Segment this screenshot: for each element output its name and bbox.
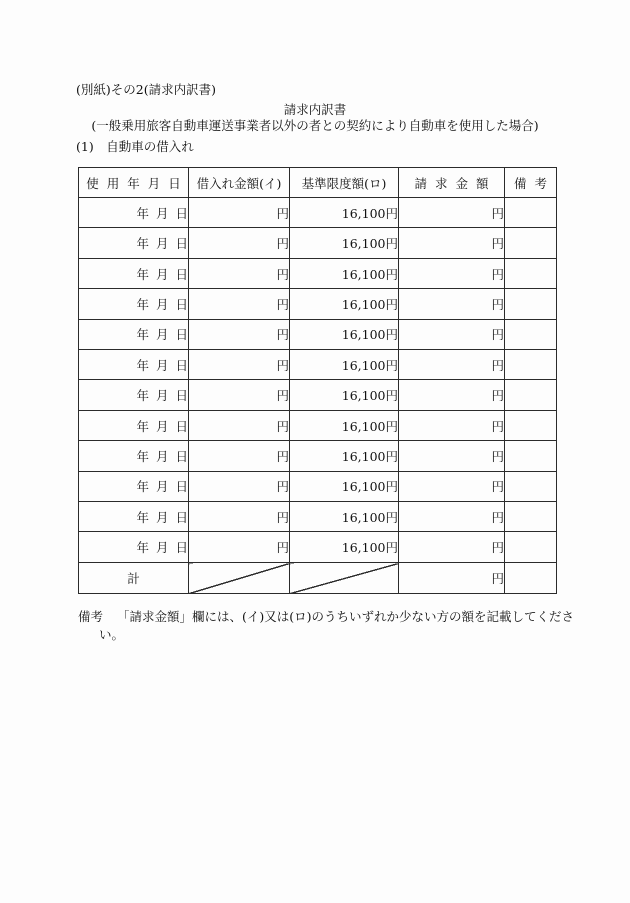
- borrow-amount-cell: 円: [189, 532, 290, 563]
- total-claim-amount-cell: 円: [399, 563, 505, 594]
- limit-amount-cell: 16,100円: [290, 410, 399, 440]
- table-row: [79, 410, 557, 440]
- remarks-cell: [505, 410, 557, 440]
- date-cell: 年 月 日: [79, 410, 189, 440]
- claim-amount-cell: 円: [399, 198, 505, 228]
- date-cell: 年 月 日: [79, 350, 189, 380]
- footnote-label: 備考: [78, 609, 104, 624]
- claim-amount-cell: 円: [399, 350, 505, 380]
- limit-amount-cell: 16,100円: [290, 228, 399, 258]
- remarks-cell: [505, 441, 557, 471]
- limit-amount-cell: 16,100円: [290, 532, 399, 563]
- date-cell: 年 月 日: [79, 289, 189, 319]
- date-cell: 年 月 日: [79, 441, 189, 471]
- borrow-amount-cell: 円: [189, 198, 290, 228]
- total-borrow-diagonal-cell: [189, 563, 290, 594]
- date-cell: 年 月 日: [79, 228, 189, 258]
- footnote-line1-text: 「請求金額」欄には、(イ)又は(ロ)のうちいずれか少ない方の額を記載してくださ: [117, 609, 575, 624]
- limit-amount-cell: 16,100円: [290, 380, 399, 410]
- remarks-cell: [505, 198, 557, 228]
- total-label-cell: 計: [79, 563, 189, 594]
- borrow-amount-cell: 円: [189, 289, 290, 319]
- claim-amount-cell: 円: [399, 410, 505, 440]
- table-header-row: [79, 168, 557, 198]
- table-row: [79, 502, 557, 532]
- table-row: [79, 380, 557, 410]
- claim-amount-cell: 円: [399, 502, 505, 532]
- borrow-amount-cell: 円: [189, 350, 290, 380]
- table-row: [79, 350, 557, 380]
- claim-amount-cell: 円: [399, 289, 505, 319]
- claim-amount-cell: 円: [399, 380, 505, 410]
- date-cell: 年 月 日: [79, 532, 189, 563]
- limit-amount-cell: 16,100円: [290, 471, 399, 501]
- borrow-amount-cell: 円: [189, 228, 290, 258]
- header-claim-amount: 請 求 金 額: [399, 168, 505, 198]
- remarks-cell: [505, 258, 557, 288]
- table-row: [79, 198, 557, 228]
- remarks-cell: [505, 380, 557, 410]
- remarks-cell: [505, 502, 557, 532]
- date-cell: 年 月 日: [79, 198, 189, 228]
- corner-note: (別紙)その2(請求内訳書): [76, 82, 216, 97]
- total-row: [79, 563, 557, 594]
- borrow-amount-cell: 円: [189, 380, 290, 410]
- table-row: [79, 258, 557, 288]
- limit-amount-cell: 16,100円: [290, 502, 399, 532]
- footnote: [78, 607, 574, 625]
- table-body: [79, 198, 557, 563]
- limit-amount-cell: 16,100円: [290, 441, 399, 471]
- limit-amount-cell: 16,100円: [290, 319, 399, 349]
- table-row: [79, 471, 557, 501]
- claim-amount-cell: 円: [399, 532, 505, 563]
- header-limit-amount: 基準限度額(ロ): [290, 168, 399, 198]
- footnote-line2-text: い。: [99, 627, 125, 642]
- section-label: (1) 自動車の借入れ: [76, 139, 194, 154]
- table-row: [79, 228, 557, 258]
- remarks-cell: [505, 532, 557, 563]
- borrow-amount-cell: 円: [189, 502, 290, 532]
- claim-amount-cell: 円: [399, 319, 505, 349]
- table-row: [79, 441, 557, 471]
- claim-amount-cell: 円: [399, 471, 505, 501]
- table-row: [79, 532, 557, 563]
- remarks-cell: [505, 350, 557, 380]
- remarks-cell: [505, 319, 557, 349]
- remarks-cell: [505, 289, 557, 319]
- claim-amount-cell: 円: [399, 258, 505, 288]
- limit-amount-cell: 16,100円: [290, 350, 399, 380]
- borrow-amount-cell: 円: [189, 258, 290, 288]
- table-row: [79, 289, 557, 319]
- limit-amount-cell: 16,100円: [290, 289, 399, 319]
- document-subtitle: (一般乗用旅客自動車運送事業者以外の者との契約により自動車を使用した場合): [91, 118, 539, 133]
- table-row: [79, 319, 557, 349]
- billing-breakdown-table: [78, 167, 557, 594]
- limit-amount-cell: 16,100円: [290, 258, 399, 288]
- date-cell: 年 月 日: [79, 471, 189, 501]
- claim-amount-cell: 円: [399, 228, 505, 258]
- remarks-cell: [505, 228, 557, 258]
- date-cell: 年 月 日: [79, 502, 189, 532]
- header-usage-date: 使 用 年 月 日: [79, 168, 189, 198]
- date-cell: 年 月 日: [79, 258, 189, 288]
- header-borrow-amount: 借入れ金額(イ): [189, 168, 290, 198]
- remarks-cell: [505, 471, 557, 501]
- total-limit-diagonal-cell: [290, 563, 399, 594]
- limit-amount-cell: 16,100円: [290, 198, 399, 228]
- page-title: 請求内訳書: [283, 102, 347, 117]
- borrow-amount-cell: 円: [189, 441, 290, 471]
- date-cell: 年 月 日: [79, 319, 189, 349]
- total-remarks-cell: [505, 563, 557, 594]
- claim-amount-cell: 円: [399, 441, 505, 471]
- borrow-amount-cell: 円: [189, 319, 290, 349]
- borrow-amount-cell: 円: [189, 410, 290, 440]
- header-remarks: 備 考: [505, 168, 557, 198]
- date-cell: 年 月 日: [79, 380, 189, 410]
- borrow-amount-cell: 円: [189, 471, 290, 501]
